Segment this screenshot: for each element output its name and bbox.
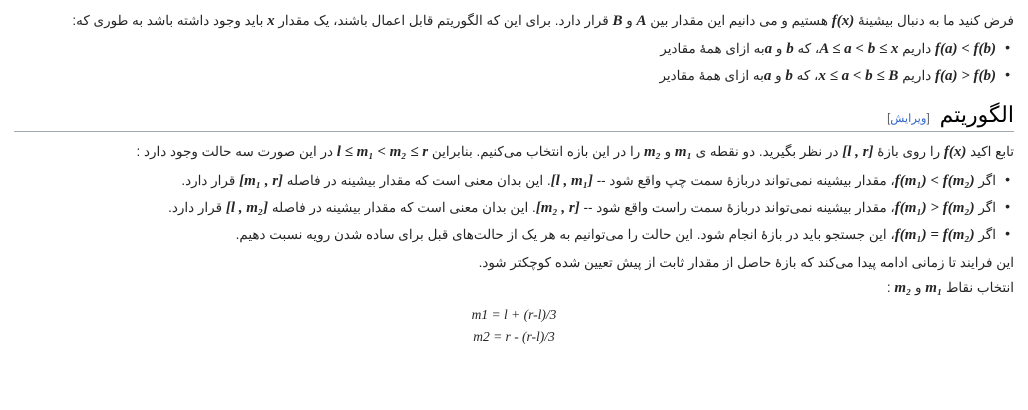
selection-m2: m₂ [894, 280, 912, 297]
condition-1-var-a: a [763, 68, 772, 85]
condition-1-prefix: به ازای همهٔ مقادیر [659, 68, 764, 84]
case-0-condition: f(m₁) < f(m₂) [894, 172, 975, 189]
selection-text-b: : [886, 280, 895, 296]
intro-f-x: f(x) [831, 13, 855, 29]
list-item [14, 37, 1014, 61]
condition-1-mid: ، که [792, 68, 819, 84]
condition-1-and: و [771, 68, 786, 84]
edit-link-label[interactable]: ویرایش [890, 113, 927, 126]
case-0-interval-b: [m₁ , r] [239, 172, 284, 189]
algo-lead-order: l ≤ m₁ < m₂ ≤ r [336, 144, 429, 161]
case-0-interval-a: [l , m₁] [550, 172, 593, 189]
algo-lead-m1: m₁ [674, 144, 692, 161]
algo-lead-interval: [l , r] [842, 144, 874, 161]
selection-paragraph [14, 277, 1014, 300]
edit-bracket-close: ] [887, 113, 891, 126]
algorithm-lead-paragraph [14, 141, 1014, 164]
algo-lead-f: f(x) [943, 144, 967, 161]
case-1-interval-b: [l , m₂] [225, 199, 269, 216]
case-0-prefix: اگر [974, 172, 996, 188]
case-0-text-a: ، مقدار بیشینه نمی‌تواند دربازهٔ سمت چپ واقع شود -- [592, 172, 895, 188]
algo-lead-f2: در این صورت سه حالت وجود دارد : [136, 144, 337, 160]
intro-text-a: فرض کنید ما به دنبال بیشینهٔ [854, 13, 1014, 28]
list-item [14, 223, 1014, 247]
section-heading-row [14, 102, 1014, 132]
case-0-text-b: . این بدان معنی است که مقدار بیشینه در فاصله [283, 172, 551, 188]
algo-lead-d: و [660, 144, 675, 160]
case-1-prefix: اگر [974, 199, 996, 215]
case-2-prefix: اگر [974, 226, 996, 242]
intro-text-b: هستیم و می دانیم این مقدار بین [646, 13, 832, 28]
condition-1-range: x ≤ a < b ≤ B [818, 68, 899, 85]
condition-0-var-a: a [764, 41, 773, 58]
algo-lead-m2: m₂ [643, 144, 661, 161]
condition-1-inequality: f(a) > f(b) [934, 68, 996, 85]
condition-0-mid: ، که [793, 41, 820, 57]
condition-0-post: داریم [898, 41, 935, 57]
condition-1-post: داریم [898, 68, 935, 84]
list-item [14, 169, 1014, 193]
case-1-text-c: قرار دارد. [168, 199, 226, 215]
intro-paragraph [14, 10, 1014, 33]
condition-0-prefix: به ازای همهٔ مقادیر [660, 41, 765, 57]
formula-m2: m2 = r - (r-l)/3 [473, 328, 555, 344]
conditions-list [14, 37, 1014, 88]
formula-m1: m1 = l + (r-l)/3 [471, 306, 557, 322]
algo-lead-a: تابع اکید [966, 144, 1014, 160]
case-1-interval-a: [m₂ , r] [535, 199, 580, 216]
list-item [14, 64, 1014, 88]
case-2-text-a: ، این جستجو باید در بازهٔ انجام شود. این حالت را می‌توانیم به هر یک از حالت‌های قبل برای ساده شدن رویه نسبت دهیم. [235, 226, 895, 242]
process-text: این فرایند تا زمانی ادامه پیدا می‌کند که بازهٔ حاصل از مقدار ثابت از پیش تعیین شده کوچکتر شود. [478, 254, 1014, 270]
edit-bracket-open: [ [926, 113, 930, 126]
algo-lead-b: را روی بازهٔ [873, 144, 944, 160]
cases-list [14, 169, 1014, 247]
intro-symbol-x: x [267, 13, 275, 29]
intro-symbol-a: A [636, 13, 647, 29]
condition-0-and: و [772, 41, 787, 57]
intro-text-d: قرار دارد. برای این که الگوریتم قابل اعمال باشند، یک مقدار [274, 13, 613, 28]
intro-text-c: و [622, 13, 637, 28]
edit-section-link[interactable] [887, 111, 930, 125]
intro-text-e: باید وجود داشته باشد به طوری که: [72, 13, 268, 28]
selection-text-a: انتخاب نقاط [942, 280, 1014, 296]
algo-lead-c: در نظر بگیرید. دو نقطه ی [691, 144, 843, 160]
condition-0-var-b: b [786, 41, 794, 58]
case-1-text-b: . این بدان معنی است که مقدار بیشینه در فاصله [268, 199, 536, 215]
list-item [14, 196, 1014, 220]
process-paragraph [14, 253, 1014, 274]
case-2-condition: f(m₁) = f(m₂) [894, 226, 975, 243]
intro-symbol-b: B [612, 13, 623, 29]
page-title: الگوریتم [939, 102, 1014, 128]
selection-m1: m₁ [925, 280, 943, 297]
condition-1-var-b: b [785, 68, 793, 85]
condition-0-inequality: f(a) < f(b) [934, 41, 996, 58]
case-1-text-a: ، مقدار بیشینه نمی‌تواند دربازهٔ سمت راست واقع شود -- [579, 199, 895, 215]
case-0-text-c: قرار دارد. [181, 172, 240, 188]
condition-0-range: A ≤ a < b ≤ x [819, 41, 899, 58]
algo-lead-e: را در این بازه انتخاب می‌کنیم. بنابراین [428, 144, 644, 160]
case-1-condition: f(m₁) > f(m₂) [894, 199, 975, 216]
selection-and: و [911, 280, 926, 296]
